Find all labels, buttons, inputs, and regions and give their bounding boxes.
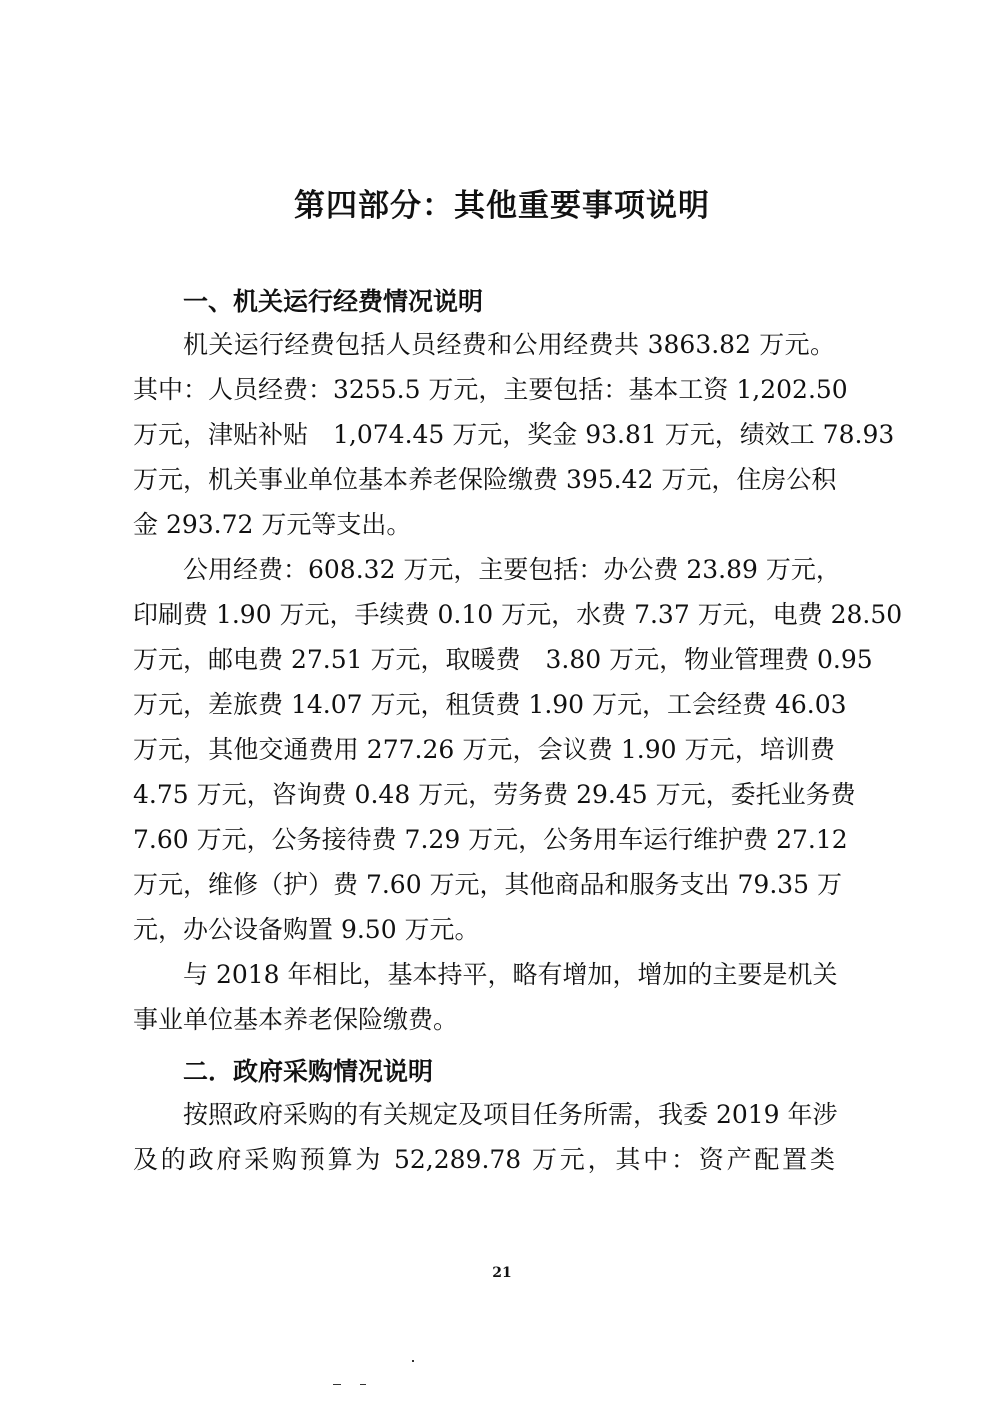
page-number: 21 [492, 1265, 512, 1281]
scan-speck [412, 1360, 414, 1362]
paragraph-line: 万元，差旅费 14.07 万元，租赁费 1.90 万元，工会经费 46.03 [133, 690, 847, 719]
paragraph-line: 7.60 万元，公务接待费 7.29 万元，公务用车运行维护费 27.12 [133, 825, 848, 854]
paragraph-line: 万元，其他交通费用 277.26 万元，会议费 1.90 万元，培训费 [133, 735, 835, 764]
scan-speck [360, 1384, 366, 1385]
paragraph-line: 万元，维修（护）费 7.60 万元，其他商品和服务支出 79.35 万 [133, 870, 843, 899]
paragraph-line: 事业单位基本养老保险缴费。 [133, 1005, 459, 1034]
paragraph-line: 万元，邮电费 27.51 万元，取暖费 3.80 万元，物业管理费 0.95 [133, 645, 873, 674]
paragraph-line: 万元，机关事业单位基本养老保险缴费 395.42 万元，住房公积 [133, 465, 837, 494]
page-title: 第四部分：其他重要事项说明 [294, 188, 710, 224]
paragraph-line: 元，办公设备购置 9.50 万元。 [133, 915, 480, 944]
paragraph-line: 4.75 万元，咨询费 0.48 万元，劳务费 29.45 万元，委托业务费 [133, 780, 856, 809]
section-heading-1: 一、机关运行经费情况说明 [183, 287, 484, 316]
paragraph-line: 按照政府采购的有关规定及项目任务所需，我委 2019 年涉 [183, 1100, 838, 1129]
paragraph-line: 及的政府采购预算为 52,289.78 万元，其中：资产配置类 [133, 1145, 835, 1174]
paragraph-line: 金 293.72 万元等支出。 [133, 510, 412, 539]
paragraph-line: 与 2018 年相比，基本持平，略有增加，增加的主要是机关 [183, 960, 838, 989]
paragraph-line: 公用经费：608.32 万元，主要包括：办公费 23.89 万元， [183, 555, 841, 584]
paragraph-line: 其中：人员经费：3255.5 万元，主要包括：基本工资 1,202.50 [133, 375, 848, 404]
paragraph-line: 万元，津贴补贴 1,074.45 万元，奖金 93.81 万元，绩效工 78.93 [133, 420, 895, 449]
scan-speck [333, 1384, 341, 1385]
paragraph-line: 印刷费 1.90 万元，手续费 0.10 万元，水费 7.37 万元，电费 28.50 [133, 600, 903, 629]
section-heading-2: 二．政府采购情况说明 [183, 1057, 434, 1086]
paragraph-line: 机关运行经费包括人员经费和公用经费共 3863.82 万元。 [183, 330, 835, 359]
